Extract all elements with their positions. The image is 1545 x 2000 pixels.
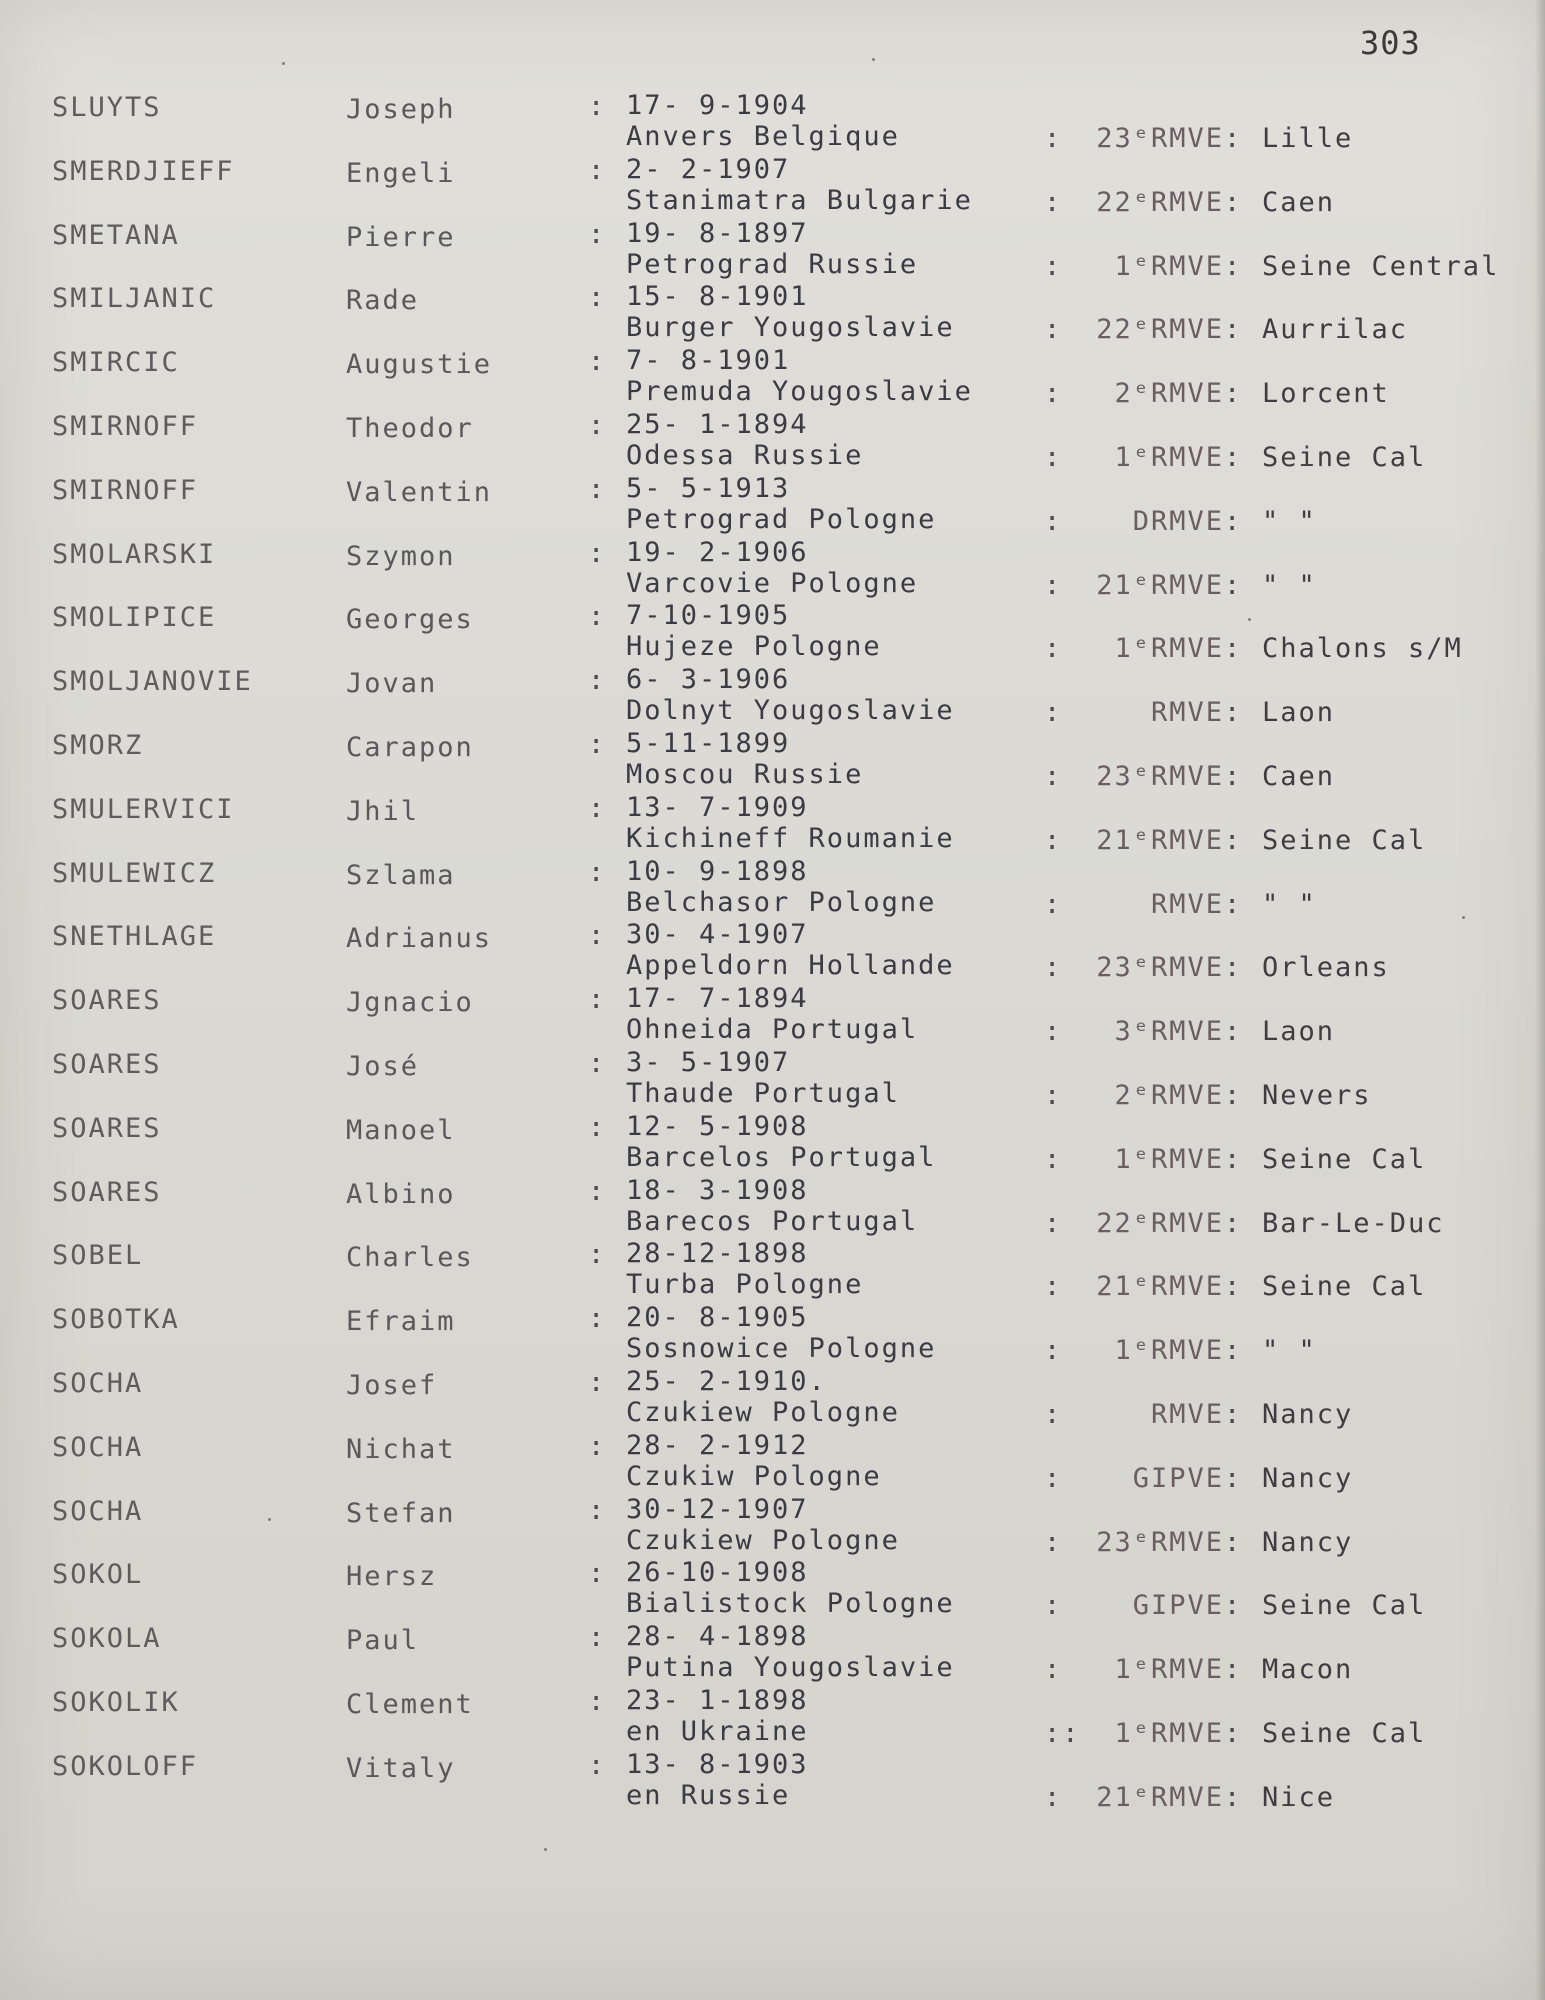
- separator-colon: :: [588, 920, 607, 952]
- given-name: Charles: [346, 1242, 474, 1274]
- birth-date: 28- 4-1898: [626, 1621, 809, 1653]
- separator-colon: :: [588, 792, 607, 824]
- given-name: Paul: [346, 1625, 420, 1657]
- regiment: DRMVE: [1132, 505, 1224, 537]
- separator-colon: :: [588, 1558, 607, 1590]
- given-name: Adrianus: [346, 923, 493, 955]
- separator-colon: :: [588, 154, 607, 186]
- surname: SMOLJANOVIE: [52, 666, 253, 698]
- separator-colon: :: [1224, 1335, 1243, 1367]
- surname: SOBEL: [52, 1240, 144, 1272]
- surname: SOCHA: [52, 1367, 144, 1399]
- surname: SMETANA: [52, 219, 180, 251]
- register-entry: [0, 1749, 1545, 1813]
- birth-place: Moscou Russie: [626, 758, 864, 790]
- separator-colon: :: [1044, 1398, 1063, 1430]
- birth-date: 7- 8-1901: [626, 345, 791, 377]
- regiment: 22ᵉRMVE: [1096, 186, 1224, 218]
- separator-colon: :: [588, 1749, 607, 1781]
- given-name: Vitaly: [346, 1752, 456, 1784]
- birth-place: Czukiw Pologne: [626, 1460, 882, 1492]
- given-name: Manoel: [346, 1114, 456, 1146]
- register-entry: [0, 281, 1545, 345]
- separator-colon: :: [1044, 633, 1063, 665]
- given-name: Jovan: [346, 668, 438, 700]
- regiment: 1ᵉRMVE: [1114, 250, 1224, 282]
- surname: SMILJANIC: [52, 283, 217, 315]
- birth-place: en Russie: [626, 1779, 791, 1811]
- surname: SMIRNOFF: [52, 474, 199, 506]
- birth-place: Burger Yougoslavie: [626, 312, 955, 344]
- surname: SOARES: [52, 985, 162, 1017]
- birth-place: Sosnowice Pologne: [626, 1333, 937, 1365]
- separator-colon: :: [1224, 1781, 1243, 1813]
- separator-colon: :: [1044, 314, 1063, 346]
- separator-colon: :: [1044, 250, 1063, 282]
- regiment: 23ᵉRMVE: [1096, 760, 1224, 792]
- regiment: 2ᵉRMVE: [1114, 378, 1224, 410]
- separator-colon: :: [1044, 824, 1063, 856]
- separator-colon: :: [1044, 569, 1063, 601]
- birth-date: 18- 3-1908: [626, 1174, 809, 1206]
- surname: SOKOL: [52, 1559, 144, 1591]
- birth-date: 10- 9-1898: [626, 855, 809, 887]
- given-name: Szlama: [346, 859, 456, 891]
- separator-colon: :: [1044, 186, 1063, 218]
- regiment: 22ᵉRMVE: [1096, 314, 1224, 346]
- surname: SMIRCIC: [52, 347, 180, 379]
- surname: SMERDJIEFF: [52, 155, 235, 187]
- destination: Orleans: [1262, 952, 1390, 984]
- birth-date: 17- 7-1894: [626, 983, 809, 1015]
- register-entry: [0, 1302, 1545, 1366]
- birth-place: en Ukraine: [626, 1715, 809, 1747]
- separator-colon: :: [1224, 952, 1243, 984]
- birth-date: 19- 2-1906: [626, 536, 809, 568]
- destination: " ": [1262, 505, 1317, 537]
- surname: SOKOLIK: [52, 1686, 180, 1718]
- separator-colon: :: [1224, 1016, 1243, 1048]
- given-name: Josef: [346, 1369, 438, 1401]
- separator-colon: :: [588, 1239, 607, 1271]
- separator-colon: :: [1224, 1207, 1243, 1239]
- destination: Nancy: [1262, 1462, 1354, 1494]
- regiment: RMVE: [1150, 697, 1224, 729]
- separator-colon: :: [588, 1685, 607, 1717]
- destination: Seine Cal: [1262, 824, 1427, 856]
- regiment: 1ᵉRMVE: [1114, 1654, 1224, 1686]
- surname: SOBOTKA: [52, 1304, 180, 1336]
- birth-date: 28-12-1898: [626, 1238, 809, 1270]
- separator-colon: :: [1044, 1079, 1063, 1111]
- separator-colon: :: [1044, 441, 1063, 473]
- given-name: Rade: [346, 285, 420, 317]
- separator-colon: :: [1044, 1335, 1063, 1367]
- separator-colon: :: [1224, 824, 1243, 856]
- separator-colon: :: [1224, 1271, 1243, 1303]
- surname: SMOLARSKI: [52, 538, 217, 570]
- birth-date: 26-10-1908: [626, 1557, 809, 1589]
- birth-date: 25- 1-1894: [626, 408, 809, 440]
- given-name: Nichat: [346, 1433, 456, 1465]
- destination: Seine Cal: [1262, 1717, 1427, 1749]
- surname: SMOLIPICE: [52, 602, 217, 634]
- separator-colon: :: [1044, 1143, 1063, 1175]
- register-entry: [0, 1238, 1545, 1302]
- destination: Lille: [1262, 123, 1354, 154]
- surname: SLUYTS: [52, 92, 162, 123]
- register-entry: [0, 600, 1545, 664]
- birth-place: Turba Pologne: [626, 1269, 864, 1301]
- register-entry: [0, 90, 1545, 154]
- separator-colon: :: [588, 1366, 607, 1398]
- surname: SMIRNOFF: [52, 410, 199, 442]
- regiment: 21ᵉRMVE: [1096, 1781, 1224, 1813]
- destination: Laon: [1262, 1016, 1336, 1048]
- regiment: 1ᵉRMVE: [1114, 1717, 1224, 1749]
- paper-speck: [544, 1848, 547, 1851]
- separator-colon: :: [1224, 1079, 1243, 1111]
- destination: " ": [1262, 888, 1317, 920]
- destination: Nancy: [1262, 1398, 1354, 1430]
- register-entry: [0, 664, 1545, 728]
- separator-colon: :: [588, 1175, 607, 1207]
- register-entry: [0, 154, 1545, 218]
- birth-place: Dolnyt Yougoslavie: [626, 695, 955, 727]
- birth-date: 5-11-1899: [626, 727, 791, 759]
- separator-colon: :: [588, 1430, 607, 1462]
- destination: Nice: [1262, 1781, 1336, 1813]
- separator-colon: :: [1224, 1654, 1243, 1686]
- register-entry: [0, 1430, 1545, 1494]
- birth-date: 5- 5-1913: [626, 472, 791, 504]
- surname: SOARES: [52, 1176, 162, 1208]
- separator-colon: :: [1044, 1654, 1063, 1686]
- register-entry: [0, 983, 1545, 1047]
- register-entry: [0, 218, 1545, 282]
- destination: Seine Cal: [1262, 1271, 1427, 1303]
- register-entry: [0, 856, 1545, 920]
- separator-colon: :: [1044, 1016, 1063, 1048]
- separator-colon: :: [588, 537, 607, 569]
- given-name: Engeli: [346, 157, 456, 189]
- separator-colon: :: [1044, 123, 1063, 154]
- surname: SOKOLA: [52, 1623, 162, 1655]
- separator-colon: :: [1224, 1590, 1243, 1622]
- destination: Seine Cal: [1262, 1143, 1427, 1175]
- given-name: Efraim: [346, 1306, 456, 1338]
- separator-colon: :: [588, 665, 607, 697]
- birth-place: Premuda Yougoslavie: [626, 376, 973, 408]
- register-entry: [0, 792, 1545, 856]
- birth-date: 30- 4-1907: [626, 919, 809, 951]
- separator-colon: :: [588, 218, 607, 250]
- birth-date: 13- 7-1909: [626, 791, 809, 823]
- birth-date: 15- 8-1901: [626, 281, 809, 313]
- birth-place: Varcovie Pologne: [626, 567, 919, 599]
- destination: Bar-Le-Duc: [1262, 1207, 1445, 1239]
- separator-colon: :: [1044, 697, 1063, 729]
- page-number: 303: [1360, 24, 1421, 62]
- separator-colon: :: [1224, 1462, 1243, 1494]
- separator-colon: :: [1044, 888, 1063, 920]
- separator-colon: :: [1224, 1143, 1243, 1175]
- destination: Macon: [1262, 1654, 1354, 1686]
- separator-colon: :: [1044, 760, 1063, 792]
- given-name: Jgnacio: [346, 987, 474, 1019]
- regiment: RMVE: [1150, 1398, 1224, 1430]
- regiment: 22ᵉRMVE: [1096, 1207, 1224, 1239]
- separator-colon: :: [588, 1303, 607, 1335]
- regiment: 2ᵉRMVE: [1114, 1079, 1224, 1111]
- separator-colon: :: [1224, 1717, 1243, 1749]
- paper-speck: [282, 62, 285, 65]
- separator-colon: :: [1224, 1398, 1243, 1430]
- separator-colon: :: [1224, 1526, 1243, 1558]
- given-name: Carapon: [346, 731, 474, 763]
- register-entry: [0, 1111, 1545, 1175]
- birth-place: Ohneida Portugal: [626, 1014, 919, 1046]
- destination: Nevers: [1262, 1079, 1372, 1111]
- birth-place: Belchasor Pologne: [626, 886, 937, 918]
- register-entry: [0, 1175, 1545, 1239]
- separator-colon: :: [1044, 952, 1063, 984]
- separator-colon: :: [588, 346, 607, 378]
- regiment: 1ᵉRMVE: [1114, 1143, 1224, 1175]
- regiment: 21ᵉRMVE: [1096, 824, 1224, 856]
- regiment: RMVE: [1150, 888, 1224, 920]
- birth-date: 30-12-1907: [626, 1493, 809, 1525]
- regiment: GIPVE: [1132, 1590, 1224, 1622]
- given-name: Szymon: [346, 540, 456, 572]
- regiment: 21ᵉRMVE: [1096, 569, 1224, 601]
- register-entry: [0, 728, 1545, 792]
- destination: Laon: [1262, 697, 1336, 729]
- destination: Caen: [1262, 760, 1336, 792]
- regiment: 1ᵉRMVE: [1114, 441, 1224, 473]
- birth-place: Bialistock Pologne: [626, 1588, 955, 1620]
- register-entry: [0, 473, 1545, 537]
- given-name: Valentin: [346, 476, 493, 508]
- regiment: GIPVE: [1132, 1462, 1224, 1494]
- register-list: [0, 90, 1545, 1813]
- given-name: Jhil: [346, 795, 420, 827]
- separator-colon: :: [588, 984, 607, 1016]
- surname: SMULERVICI: [52, 793, 235, 825]
- destination: Chalons s/M: [1262, 633, 1463, 665]
- register-entry: [0, 1685, 1545, 1749]
- separator-colon: ::: [1044, 1717, 1081, 1749]
- given-name: Stefan: [346, 1497, 456, 1529]
- separator-colon: :: [1224, 378, 1243, 410]
- regiment: 1ᵉRMVE: [1114, 1335, 1224, 1367]
- separator-colon: :: [1224, 888, 1243, 920]
- birth-date: 7-10-1905: [626, 600, 791, 632]
- birth-date: 28- 2-1912: [626, 1429, 809, 1461]
- birth-place: Czukiew Pologne: [626, 1396, 900, 1428]
- separator-colon: :: [1224, 760, 1243, 792]
- birth-place: Anvers Belgique: [626, 121, 900, 152]
- separator-colon: :: [588, 409, 607, 441]
- destination: Caen: [1262, 186, 1336, 218]
- separator-colon: :: [1044, 1462, 1063, 1494]
- regiment: 23ᵉRMVE: [1096, 1526, 1224, 1558]
- register-entry: [0, 409, 1545, 473]
- surname: SNETHLAGE: [52, 921, 217, 953]
- separator-colon: :: [1044, 505, 1063, 537]
- separator-colon: :: [588, 473, 607, 505]
- birth-place: Petrograd Russie: [626, 248, 919, 280]
- separator-colon: :: [588, 1047, 607, 1079]
- destination: Seine Cal: [1262, 1590, 1427, 1622]
- birth-date: 6- 3-1906: [626, 664, 791, 696]
- birth-date: 23- 1-1898: [626, 1684, 809, 1716]
- given-name: Clement: [346, 1688, 474, 1720]
- register-entry: [0, 919, 1545, 983]
- register-entry: [0, 1621, 1545, 1685]
- destination: " ": [1262, 1335, 1317, 1367]
- regiment: 3ᵉRMVE: [1114, 1016, 1224, 1048]
- given-name: Georges: [346, 604, 474, 636]
- birth-date: 2- 2-1907: [626, 153, 791, 185]
- separator-colon: :: [588, 282, 607, 314]
- separator-colon: :: [1044, 1590, 1063, 1622]
- register-entry: [0, 1557, 1545, 1621]
- separator-colon: :: [588, 856, 607, 888]
- birth-place: Odessa Russie: [626, 439, 864, 471]
- birth-place: Barcelos Portugal: [626, 1141, 937, 1173]
- birth-place: Barecos Portugal: [626, 1205, 919, 1237]
- separator-colon: :: [588, 1622, 607, 1654]
- separator-colon: :: [1224, 314, 1243, 346]
- separator-colon: :: [1044, 1781, 1063, 1813]
- regiment: 23ᵉRMVE: [1096, 123, 1224, 154]
- birth-place: Thaude Portugal: [626, 1077, 900, 1109]
- given-name: Pierre: [346, 221, 456, 253]
- destination: Seine Cal: [1262, 441, 1427, 473]
- birth-place: Czukiew Pologne: [626, 1524, 900, 1556]
- birth-date: 13- 8-1903: [626, 1748, 809, 1780]
- given-name: Augustie: [346, 349, 493, 381]
- register-entry: [0, 1047, 1545, 1111]
- given-name: Albino: [346, 1178, 456, 1210]
- birth-date: 12- 5-1908: [626, 1110, 809, 1142]
- separator-colon: :: [1224, 250, 1243, 282]
- separator-colon: :: [1224, 697, 1243, 729]
- surname: SOCHA: [52, 1431, 144, 1463]
- register-entry: [0, 1494, 1545, 1558]
- destination: Nancy: [1262, 1526, 1354, 1558]
- destination: " ": [1262, 569, 1317, 601]
- separator-colon: :: [1044, 378, 1063, 410]
- birth-place: Appeldorn Hollande: [626, 950, 955, 982]
- destination: Lorcent: [1262, 378, 1390, 410]
- birth-place: Putina Yougoslavie: [626, 1652, 955, 1684]
- separator-colon: :: [588, 1494, 607, 1526]
- separator-colon: :: [1044, 1526, 1063, 1558]
- birth-place: Stanimatra Bulgarie: [626, 184, 973, 216]
- separator-colon: :: [1044, 1207, 1063, 1239]
- regiment: 21ᵉRMVE: [1096, 1271, 1224, 1303]
- register-entry: [0, 345, 1545, 409]
- separator-colon: :: [1224, 441, 1243, 473]
- separator-colon: :: [588, 1111, 607, 1143]
- separator-colon: :: [588, 601, 607, 633]
- surname: SOARES: [52, 1112, 162, 1144]
- separator-colon: :: [1224, 633, 1243, 665]
- separator-colon: :: [1044, 1271, 1063, 1303]
- regiment: 23ᵉRMVE: [1096, 952, 1224, 984]
- surname: SMORZ: [52, 729, 144, 761]
- register-entry: [0, 537, 1545, 601]
- given-name: Hersz: [346, 1561, 438, 1593]
- surname: SOKOLOFF: [52, 1750, 199, 1782]
- separator-colon: :: [1224, 505, 1243, 537]
- given-name: Theodor: [346, 412, 474, 444]
- separator-colon: :: [1224, 186, 1243, 218]
- destination: Aurrilac: [1262, 314, 1409, 346]
- separator-colon: :: [1224, 123, 1243, 154]
- given-name: Joseph: [346, 94, 456, 125]
- birth-date: 3- 5-1907: [626, 1046, 791, 1078]
- regiment: 1ᵉRMVE: [1114, 633, 1224, 665]
- given-name: José: [346, 1050, 420, 1082]
- birth-date: 25- 2-1910.: [626, 1365, 827, 1397]
- birth-date: 19- 8-1897: [626, 217, 809, 249]
- birth-place: Petrograd Pologne: [626, 503, 937, 535]
- surname: SOCHA: [52, 1495, 144, 1527]
- birth-date: 17- 9-1904: [626, 90, 809, 121]
- surname: SOARES: [52, 1048, 162, 1080]
- surname: SMULEWICZ: [52, 857, 217, 889]
- separator-colon: :: [1224, 569, 1243, 601]
- separator-colon: :: [588, 728, 607, 760]
- paper-speck: [872, 58, 875, 61]
- birth-place: Hujeze Pologne: [626, 631, 882, 663]
- birth-date: 20- 8-1905: [626, 1302, 809, 1334]
- register-entry: [0, 1366, 1545, 1430]
- destination: Seine Central: [1262, 250, 1500, 282]
- birth-place: Kichineff Roumanie: [626, 822, 955, 854]
- separator-colon: :: [588, 91, 607, 122]
